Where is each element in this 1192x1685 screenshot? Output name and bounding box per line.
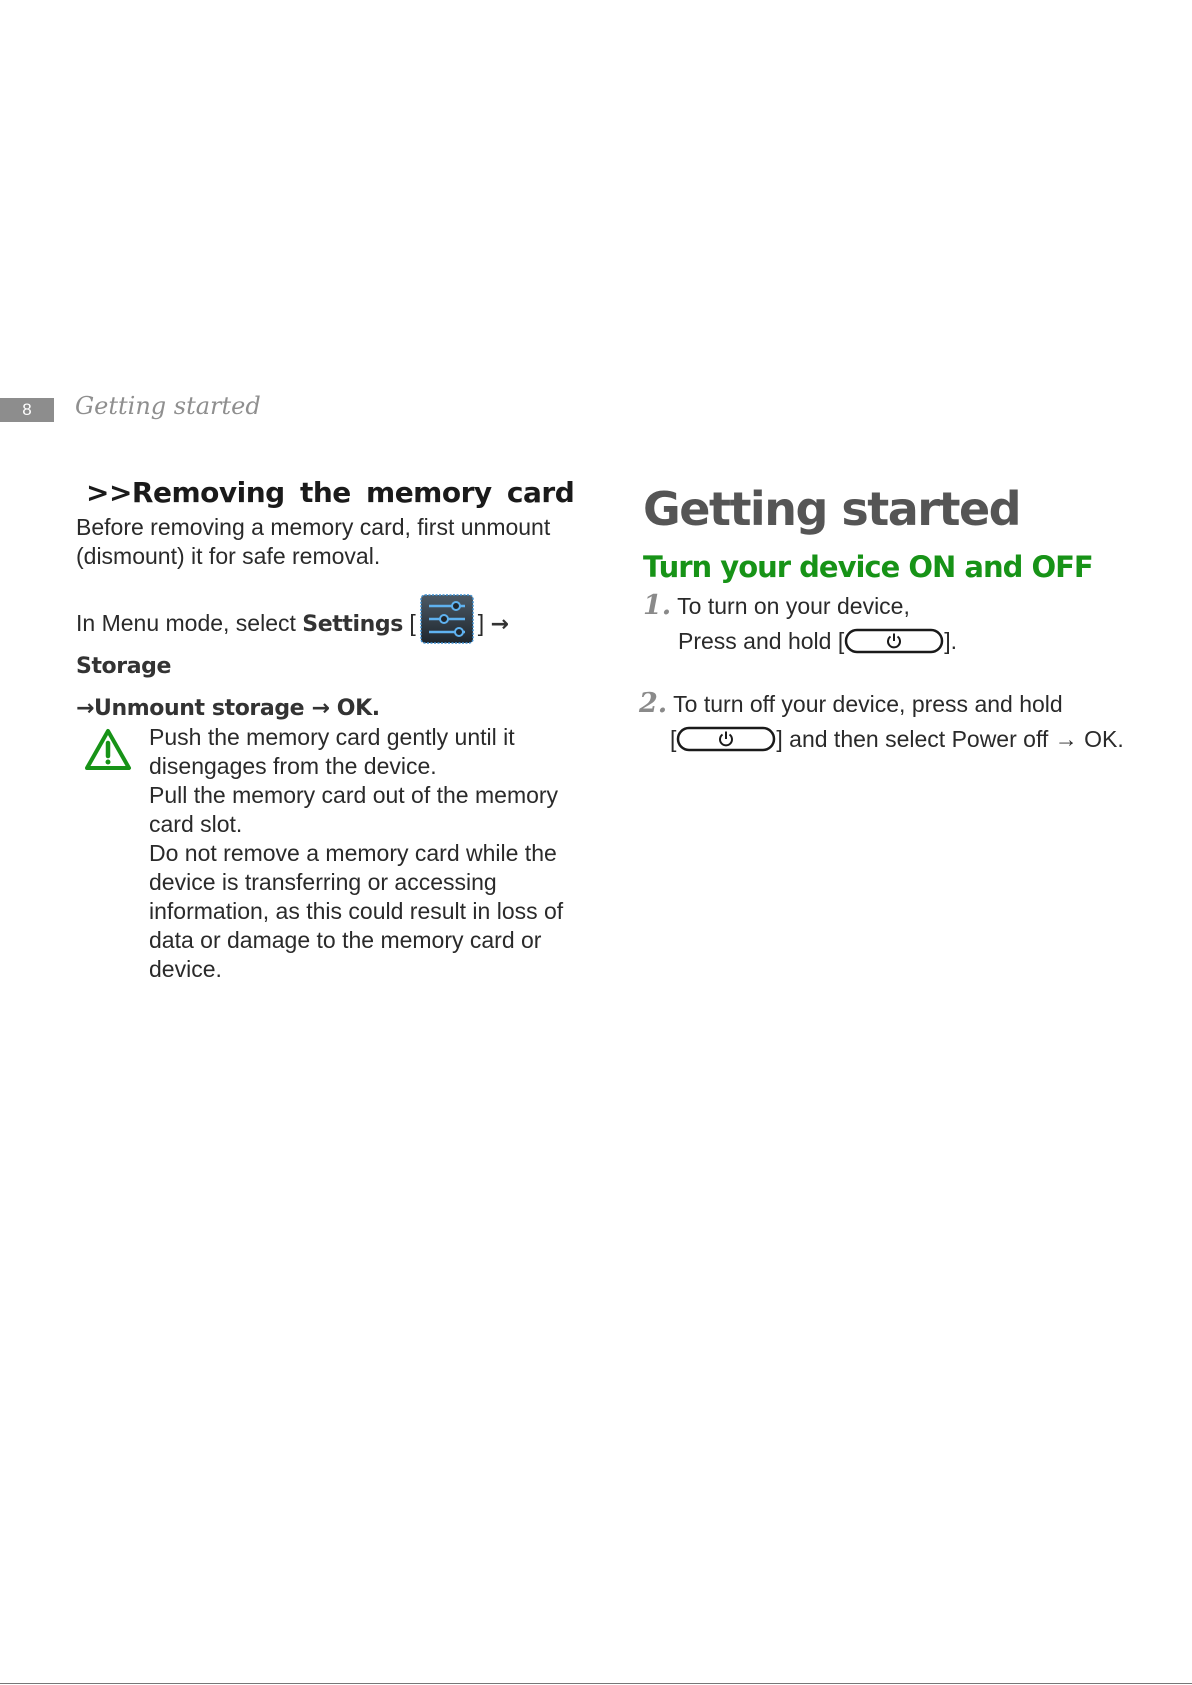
page-number: 8 (0, 398, 54, 422)
power-button-icon (676, 725, 776, 753)
step-2-line-2 (670, 725, 1124, 754)
bracket-open: [ (402, 610, 416, 636)
bottom-rule (0, 1683, 1192, 1684)
storage-label: Storage (76, 654, 172, 679)
step-text: To turn on your device, (677, 593, 910, 619)
unmount-label: →Unmount storage (76, 696, 305, 721)
step-1 (643, 591, 910, 621)
warning-triangle-icon (84, 728, 132, 772)
warning-line: Do not remove a memory card while the device is transferring or accessing information, as this could result in loss of data or damage to the memory card or device. (149, 840, 564, 982)
settings-sliders-icon (419, 593, 475, 645)
page-title: Getting started (643, 482, 1021, 536)
warning-line: Push the memory card gently until it disengages from the device. (149, 724, 515, 779)
step-text: ] and then select Power off → OK. (776, 726, 1124, 752)
step-text: To turn off your device, press and hold (673, 691, 1063, 717)
step-text: ]. (944, 628, 957, 654)
step-text: [ (670, 726, 677, 752)
power-button-icon (844, 627, 944, 655)
step-text: Press and hold [ (678, 628, 845, 654)
warning-line: Pull the memory card out of the memory card slot. (149, 782, 559, 837)
step-1-line-2 (678, 627, 957, 656)
arrow: → (490, 612, 509, 637)
warning-text (149, 723, 609, 984)
running-title: Getting started (75, 392, 261, 420)
step-2 (639, 689, 1063, 719)
ok-label: OK. (336, 696, 380, 721)
step-number: 1. (643, 590, 672, 621)
arrow-2: → (304, 696, 337, 721)
sub-heading: >>Removing the memory card (86, 476, 575, 509)
intro-paragraph: Before removing a memory card, first unmount (dismount) it for safe removal. (76, 514, 551, 569)
settings-label: Settings (302, 612, 403, 637)
section-title: Turn your device ON and OFF (643, 550, 1093, 584)
step-number: 2. (639, 688, 668, 719)
menu-path-prefix: In Menu mode, select (76, 610, 303, 636)
bracket-close: ] (477, 610, 491, 636)
menu-path (76, 593, 596, 729)
